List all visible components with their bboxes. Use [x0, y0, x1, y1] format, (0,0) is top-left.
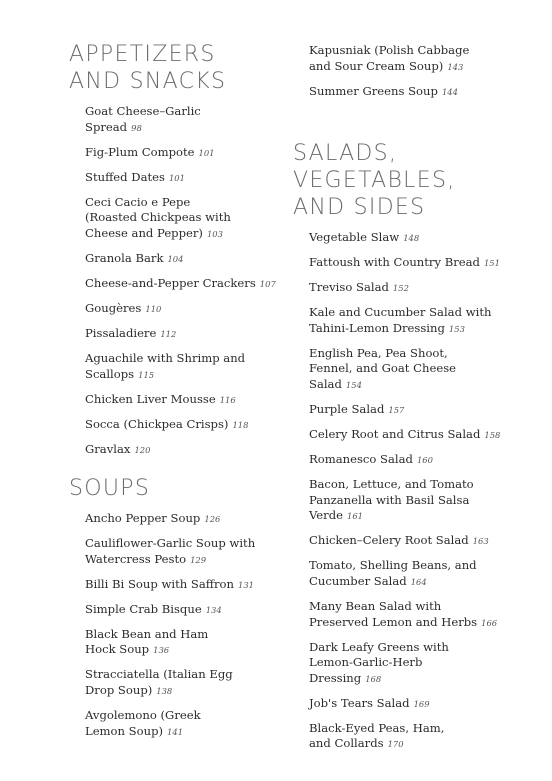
recipe-item[interactable]: Gravlax 120 [85, 442, 151, 457]
recipe-item[interactable]: Simple Crab Bisque 134 [85, 601, 222, 616]
recipe-item[interactable]: Socca (Chickpea Crisps) 118 [85, 416, 249, 431]
recipe-item[interactable]: Celery Root and Citrus Salad 158 [309, 427, 501, 442]
section-heading-appetizers: APPETIZERS AND SNACKS [69, 42, 227, 94]
recipe-item[interactable]: Tomato, Shelling Beans, and Cucumber Salad 164 [309, 558, 477, 588]
recipe-item[interactable]: Romanesco Salad 160 [309, 452, 433, 467]
salads-list [309, 230, 524, 761]
recipe-item[interactable]: Vegetable Slaw 148 [309, 230, 420, 244]
recipe-item[interactable]: Ceci Cacio e Pepe (Roasted Chickpeas with Cheese and Pepper) 103 [85, 194, 231, 240]
recipe-item[interactable]: Kapusniak (Polish Cabbage and Sour Cream Soup) 143 [309, 43, 470, 73]
recipe-item[interactable]: Purple Salad 157 [309, 401, 405, 416]
soups-continued-list [309, 43, 479, 109]
recipe-item[interactable]: Aguachile with Shrimp and Scallops 115 [85, 351, 246, 381]
recipe-item[interactable]: Fig-Plum Compote 101 [85, 144, 215, 159]
section-heading-salads: SALADS, VEGETABLES, AND SIDES [293, 141, 456, 220]
recipe-item[interactable]: Fattoush with Country Bread 151 [309, 255, 500, 270]
recipe-item[interactable]: Gougères 110 [85, 301, 162, 316]
soups-list [85, 511, 260, 749]
recipe-item[interactable]: Treviso Salad 152 [309, 280, 409, 295]
recipe-item[interactable]: Black-Eyed Peas, Ham, and Collards 170 [309, 720, 445, 751]
recipe-item[interactable]: Granola Bark 104 [85, 250, 184, 265]
recipe-item[interactable]: Ancho Pepper Soup 126 [85, 511, 221, 525]
recipe-item[interactable]: Chicken Liver Mousse 116 [85, 391, 236, 406]
recipe-item[interactable]: Black Bean and Ham Hock Soup 136 [85, 626, 209, 657]
recipe-item[interactable]: Cauliflower-Garlic Soup with Watercress Pesto 129 [85, 536, 256, 566]
recipe-item[interactable]: Stracciatella (Italian Egg Drop Soup) 138 [85, 667, 233, 697]
recipe-item[interactable]: Cheese-and-Pepper Crackers 107 [85, 275, 276, 290]
recipe-item[interactable]: Goat Cheese–Garlic Spread 98 [85, 104, 201, 134]
recipe-item[interactable]: Chicken–Celery Root Salad 163 [309, 533, 489, 548]
recipe-item[interactable]: Pissaladiere 112 [85, 326, 177, 341]
recipe-item[interactable]: Job's Tears Salad 169 [309, 695, 430, 710]
recipe-item[interactable]: Bacon, Lettuce, and Tomato Panzanella with Basil Salsa Verde 161 [309, 477, 474, 523]
recipe-item[interactable]: Kale and Cucumber Salad with Tahini-Lemon Dressing 153 [309, 305, 492, 335]
recipe-item[interactable]: Many Bean Salad with Preserved Lemon and Herbs 166 [309, 599, 498, 629]
recipe-item[interactable]: Stuffed Dates 101 [85, 169, 185, 184]
appetizers-list [85, 104, 285, 467]
recipe-item[interactable]: Summer Greens Soup 144 [309, 83, 458, 98]
recipe-item[interactable]: Billi Bi Soup with Saffron 131 [85, 576, 254, 591]
recipe-item[interactable]: Dark Leafy Greens with Lemon-Garlic-Herb Dressing 168 [309, 639, 449, 685]
recipe-item[interactable]: Avgolemono (Greek Lemon Soup) 141 [85, 708, 201, 738]
section-heading-soups: SOUPS [69, 476, 151, 501]
recipe-item[interactable]: English Pea, Pea Shoot, Fennel, and Goat Cheese Salad 154 [309, 345, 456, 391]
